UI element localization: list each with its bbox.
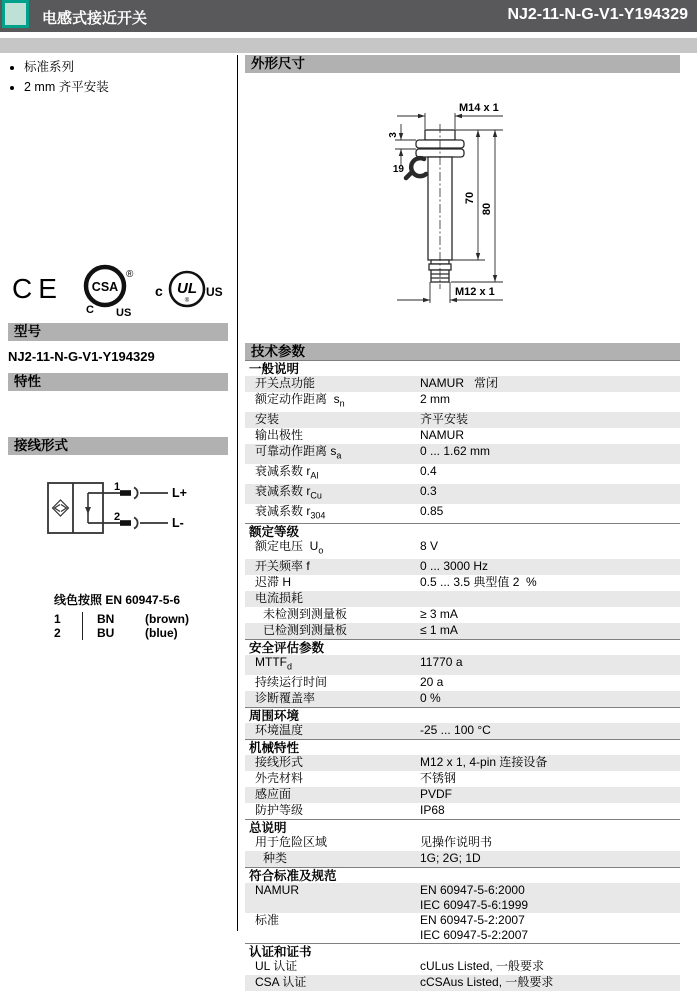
wiring-diagram — [8, 460, 228, 565]
spec-label: 标准 — [255, 913, 280, 928]
spec-row — [245, 504, 680, 524]
section-connection: 接线形式 — [8, 437, 228, 455]
lminus-label: L- — [172, 516, 184, 530]
svg-text:c: c — [155, 283, 163, 299]
spec-value: 见操作说明书 — [420, 835, 493, 850]
spec-row — [245, 771, 680, 787]
wrench-size-label: 19 — [392, 164, 404, 175]
spec-row — [245, 607, 680, 623]
spec-label: 感应面 — [255, 787, 292, 802]
section-model: 型号 — [8, 323, 228, 341]
spec-label: UL 认证 — [255, 959, 298, 974]
wire-color: (brown) — [145, 612, 189, 626]
right-column — [245, 55, 680, 990]
spec-row — [245, 675, 680, 691]
spec-row — [245, 723, 680, 739]
wire-sep — [82, 612, 97, 626]
spec-group-header: 额定等级 — [245, 523, 680, 539]
spec-row — [245, 959, 680, 975]
spec-value: 11770 a — [420, 655, 463, 670]
svg-text:UL: UL — [177, 280, 197, 297]
wire-row — [54, 612, 228, 626]
spec-row — [245, 835, 680, 851]
section-dimensions: 外形尺寸 — [245, 55, 680, 73]
spec-label: CSA 认证 — [255, 975, 307, 990]
socket-symbol-icon — [134, 488, 138, 499]
spec-label: 用于危险区域 — [255, 835, 328, 850]
dim-thread-bottom-label: M12 x 1 — [455, 286, 495, 298]
spec-value: EN 60947-5-2:2007 IEC 60947-5-2:2007 — [420, 913, 529, 943]
ul-mark-icon — [152, 266, 224, 312]
spec-label: 开关点功能 — [255, 376, 316, 390]
spec-value: 20 a — [420, 675, 444, 690]
column-divider — [237, 55, 238, 931]
spec-row — [245, 428, 680, 444]
wire-color: (blue) — [145, 626, 178, 640]
spec-value: NAMUR 常闭 — [420, 376, 499, 390]
wire-row — [54, 626, 228, 640]
feature-item: • 2 mm 齐平安装 — [24, 77, 228, 95]
spec-value: 1G; 2G; 1D — [420, 851, 481, 866]
spec-value: 0.5 ... 3.5 典型值 2 % — [420, 575, 537, 590]
wire-code: BN — [97, 612, 115, 626]
dim-80-label: 80 — [481, 202, 493, 216]
features-list — [8, 57, 228, 95]
plug-symbol-icon — [120, 490, 131, 496]
spec-label: 可靠动作距离 $s_a$ — [255, 443, 342, 461]
svg-text:C: C — [86, 304, 95, 316]
spec-label: 诊断覆盖率 — [255, 691, 316, 706]
wire-sep — [82, 626, 97, 640]
dim-70-label: 70 — [464, 191, 476, 205]
dim-nut-height-label: 3 — [388, 132, 399, 138]
spec-row — [245, 655, 680, 675]
dimension-drawing — [245, 77, 680, 342]
spec-label: $MTTF_d$ — [255, 655, 293, 672]
pin2-label: 2 — [114, 511, 121, 523]
spec-label: 电流损耗 — [255, 591, 304, 606]
spec-row — [245, 691, 680, 707]
section-technical-data: 技术参数 — [245, 343, 680, 361]
spec-label: NAMUR — [255, 883, 299, 898]
spec-label: 额定动作距离 $s_n$ — [255, 392, 345, 409]
spec-label: 衰减系数 $r_{304}$ — [255, 503, 326, 520]
feature-item: • 标准系列 — [24, 57, 228, 75]
certification-logos — [8, 260, 228, 318]
sensor-symbol-icon — [53, 500, 69, 516]
spec-value: 0.3 — [420, 483, 437, 498]
spec-label: 持续运行时间 — [255, 675, 328, 690]
spec-label: 开关频率 f — [255, 559, 310, 574]
spec-row — [245, 623, 680, 639]
spec-value: 0 ... 1.62 mm — [420, 443, 491, 458]
section-features: 特性 — [8, 373, 228, 391]
technical-data-table — [245, 360, 680, 991]
svg-text:®: ® — [126, 269, 134, 280]
spec-value: ≥ 3 mA — [420, 607, 458, 622]
spec-label: 防护等级 — [255, 803, 304, 818]
spec-row — [245, 913, 680, 943]
spec-label: 衰减系数 $r_{Cu}$ — [255, 483, 322, 501]
left-column — [8, 55, 228, 931]
spec-group-header: 安全评估参数 — [245, 639, 680, 655]
svg-text:US: US — [116, 307, 132, 318]
spec-row — [245, 464, 680, 484]
spec-value: cCSAus Listed, 一般要求 — [420, 975, 554, 990]
spec-label: 接线形式 — [255, 755, 304, 770]
spec-group-header: 总说明 — [245, 819, 680, 835]
spec-row — [245, 559, 680, 575]
spec-label: 种类 — [263, 851, 288, 866]
spec-row — [245, 975, 680, 991]
spec-group-header: 机械特性 — [245, 739, 680, 755]
spec-row — [245, 883, 680, 913]
plug-symbol-icon — [120, 520, 131, 526]
svg-text:®: ® — [184, 298, 190, 304]
spec-label: 迟滞 H — [255, 575, 292, 590]
spec-row — [245, 575, 680, 591]
page-header — [0, 0, 697, 32]
spec-group-header: 认证和证书 — [245, 943, 680, 959]
svg-text:US: US — [206, 285, 223, 299]
wrench-icon — [411, 158, 426, 176]
spec-row — [245, 851, 680, 867]
model-number: NJ2-11-N-G-V1-Y194329 — [8, 349, 155, 364]
wire-pin: 2 — [54, 626, 61, 640]
spec-row — [245, 412, 680, 428]
spec-value: PVDF — [420, 787, 453, 802]
spec-row — [245, 755, 680, 771]
socket-symbol-icon — [134, 518, 138, 529]
wire-color-note: 线色按照 EN 60947-5-6 — [54, 593, 181, 607]
wire-code: BU — [97, 626, 115, 640]
spec-group-header: 一般说明 — [245, 360, 680, 376]
ce-mark-icon: CE — [12, 273, 63, 304]
spec-row — [245, 484, 680, 504]
lplus-label: L+ — [172, 486, 187, 500]
spec-value: 0.4 — [420, 463, 437, 478]
spec-label: 未检测到测量板 — [263, 607, 348, 622]
spec-row — [245, 787, 680, 803]
spec-value: IP68 — [420, 803, 445, 818]
spec-value: 2 mm — [420, 392, 450, 406]
spec-row — [245, 444, 680, 464]
spec-label: 安装 — [255, 411, 280, 426]
spec-value: 0.85 — [420, 503, 444, 518]
spec-value: 8 V — [420, 539, 439, 554]
spec-value: ≤ 1 mA — [420, 623, 458, 638]
spec-value: EN 60947-5-6:2000 IEC 60947-5-6:1999 — [420, 883, 529, 913]
spec-label: 已检测到测量板 — [263, 623, 348, 638]
spec-label: 外壳材料 — [255, 771, 304, 786]
spec-label: 输出极性 — [255, 427, 304, 442]
dim-thread-top-label: M14 x 1 — [459, 102, 499, 114]
spec-label: 衰减系数 $r_{Al}$ — [255, 463, 319, 481]
spec-label: 环境温度 — [255, 723, 304, 738]
csa-mark-icon — [79, 260, 135, 318]
spec-label: 额定电压 $U_o$ — [255, 539, 324, 556]
part-number-header: NJ2-11-N-G-V1-Y194329 — [507, 6, 688, 23]
spec-value: 0 % — [420, 691, 441, 706]
page-title: 电感式接近开关 — [42, 10, 148, 27]
spec-group-header: 周围环境 — [245, 707, 680, 723]
spec-value: 齐平安装 — [420, 411, 469, 426]
spec-value: 不锈钢 — [420, 771, 457, 786]
wire-pin: 1 — [54, 612, 61, 626]
header-divider-strip — [0, 38, 697, 53]
spec-row — [245, 803, 680, 819]
spec-value: 0 ... 3000 Hz — [420, 559, 489, 574]
spec-value: -25 ... 100 °C — [420, 723, 491, 738]
wire-color-table — [54, 612, 228, 640]
spec-row — [245, 539, 680, 559]
spec-value: NAMUR — [420, 427, 464, 442]
spec-row — [245, 376, 680, 392]
brand-logo-square — [2, 0, 29, 28]
spec-row — [245, 392, 680, 412]
spec-group-header: 符合标准及规范 — [245, 867, 680, 883]
spec-value: cULus Listed, 一般要求 — [420, 959, 545, 974]
spec-row — [245, 591, 680, 607]
svg-text:CSA: CSA — [92, 280, 119, 294]
pin1-label: 1 — [114, 481, 121, 493]
spec-value: M12 x 1, 4-pin 连接设备 — [420, 755, 548, 770]
